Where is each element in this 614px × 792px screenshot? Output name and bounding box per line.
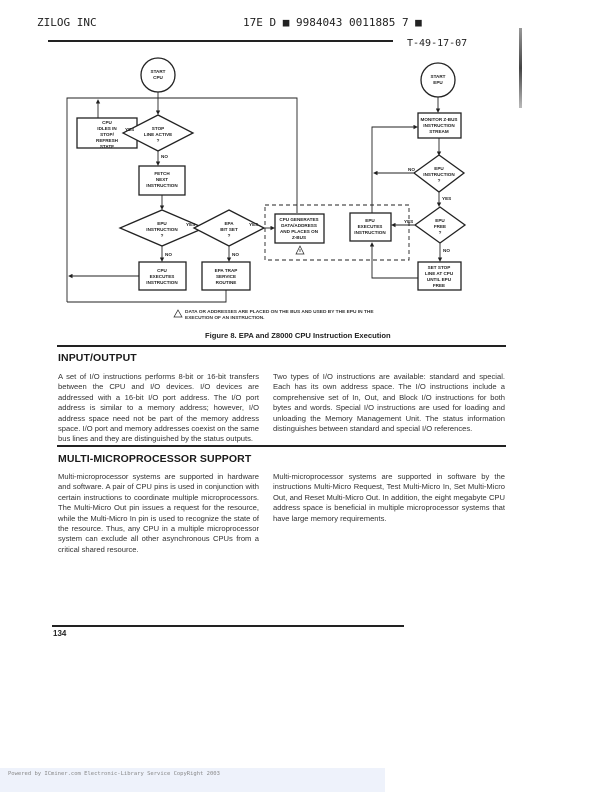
epu-free-label: EPU FREE ? — [433, 218, 447, 235]
yes-label-epu-left: YES — [186, 222, 196, 227]
no-label-epu-right: NO — [408, 167, 415, 172]
header-code: 17E D ■ 9984043 0011885 7 ■ — [243, 16, 422, 29]
yes-label-epu-free: YES — [404, 219, 414, 224]
yes-label-epu-right: YES — [442, 196, 452, 201]
stop-line-label: STOP LINE ACTIVE ? — [143, 126, 173, 143]
footnote-line: EXECUTION OF AN INSTRUCTION. — [185, 316, 265, 321]
yes-label-epa: YES — [249, 222, 259, 227]
section-heading: MULTI-MICROPROCESSOR SUPPORT — [58, 453, 252, 465]
header-company: ZILOG INC — [37, 16, 97, 29]
epa-trap-label: EPA TRAP SERVICE ROUTINE — [214, 268, 238, 285]
page-number: 134 — [53, 629, 67, 638]
section-rule — [57, 445, 506, 447]
no-label-epu-free: NO — [443, 248, 450, 253]
cpu-generates-label: CPU GENERATES DATA/ADDRESS AND PLACES ON Z-BUS — [279, 217, 319, 240]
epa-bit-label: EPA BIT SET ? — [220, 221, 238, 238]
monitor-label: MONITOR Z-BUS INSTRUCTION STREAM — [420, 117, 458, 134]
epu-instruction-left-label: EPU INSTRUCTION ? — [146, 221, 178, 238]
cpu-executes-label: CPU EXECUTES INSTRUCTION — [146, 268, 178, 285]
paragraph: Two types of I/O instructions are available: standard and special. Each has its own address space. The I/O instructions include a comprehensive set of In, Out, and Block I/O instructions for both bytes and words. Special I/O instructions are used for loading and unloading the Memory Management Unit. The status information distinguishes between standard and special I/O references. — [273, 372, 505, 434]
doc-number: T-49-17-07 — [407, 38, 468, 49]
triangle-warning-icon — [296, 246, 304, 254]
no-label-epa: NO — [232, 252, 239, 257]
set-stop-label: SET STOP LINE AT CPU UNTIL EPU FREE — [424, 265, 454, 288]
footer-rule — [52, 625, 404, 627]
no-label-stop: NO — [161, 154, 168, 159]
footnote — [185, 310, 374, 322]
footer-bar — [0, 768, 385, 792]
start-epu-label: START EPU — [430, 74, 446, 85]
footnote-warning-icon — [174, 310, 182, 317]
fetch-label: FETCH NEXT INSTRUCTION — [146, 171, 178, 188]
yes-label-stop: YES — [125, 127, 135, 132]
start-cpu-label: START CPU — [150, 69, 166, 80]
cpu-idles-label: CPU IDLES IN STOP/ REFRESH STATE — [96, 120, 118, 149]
section-heading: INPUT/OUTPUT — [58, 352, 137, 364]
flowchart — [0, 0, 614, 330]
paragraph: Multi-microprocessor systems are supported in software by the instructions Multi-Micro Request, Test Multi-Micro In, Set Multi-Micro Out, and Reset Multi-Micro Out. In addition, the eight megabyte CPU address space is beneficial in multiple microprocessor systems that have large memory requirements. — [273, 472, 505, 523]
no-label-epu-left: NO — [165, 252, 172, 257]
epu-instruction-right-label: EPU INSTRUCTION ? — [423, 166, 455, 183]
paragraph: A set of I/O instructions performs 8-bit or 16-bit transfers between the CPU and I/O devices. I/O devices are addressed with a 16-bit I/O port address. The I/O port address is similar to a memory address; however, I/O address space need not be part of the memory address space. I/O port and memory addresses coexist on the same bus lines and they are distinguished by the status outputs. — [58, 372, 259, 444]
footer-text: Powered by ICminer.com Electronic-Library Service CopyRight 2003 — [8, 771, 220, 777]
section-rule — [57, 345, 506, 347]
footnote-line: DATA OR ADDRESSES ARE PLACED ON THE BUS AND USED BY THE EPU IN THE — [185, 310, 374, 315]
figure-caption: Figure 8. EPA and Z8000 CPU Instruction Execution — [205, 331, 391, 340]
paragraph: Multi-microprocessor systems are supported in hardware and software. A pair of CPU pins is used in conjunction with certain instructions to coordinate multiple microprocessors. The Multi-Micro Out pin issues a request for the resource, while the Multi-Micro In pin is used to recognize the state of the resource. Thus, any CPU in a multiple microprocessor system can exclude all other asynchronous CPUs from a critical shared resource. — [58, 472, 259, 554]
epu-executes-label: EPU EXECUTES INSTRUCTION — [354, 218, 386, 235]
